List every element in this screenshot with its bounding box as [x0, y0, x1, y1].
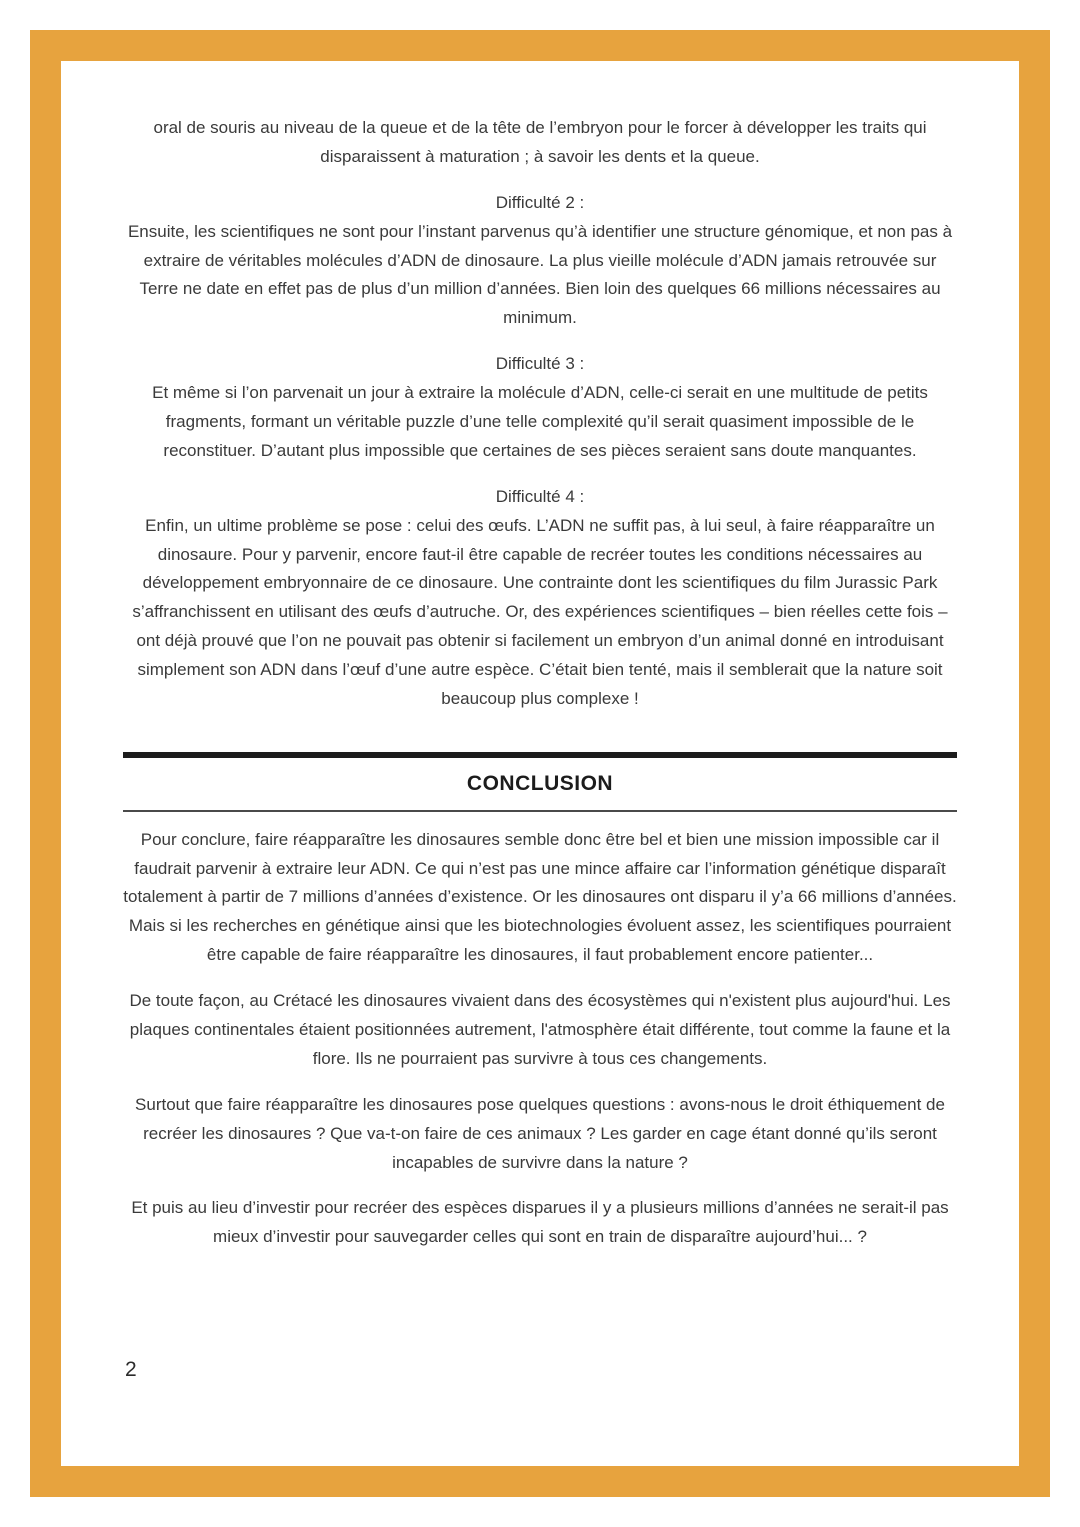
page-number: 2: [125, 1358, 137, 1382]
difficulty-4-body: Enfin, un ultime problème se pose : celui des œufs. L’ADN ne suffit pas, à lui seul, à faire réapparaître un dinosaure. Pour y parvenir, encore faut-il être capable de recréer toutes les conditions nécessaires au développement embryonnaire de ce dinosaure. Une contrainte dont les scientifiques du film Jurassic Park s’affranchissent en utilisant des œufs d’autruche. Or, des expériences scientifiques – bien réelles cette fois – ont déjà prouvé que l’on ne pouvait pas obtenir si facilement un embryon d’un animal donné en introduisant simplement son ADN dans l’œuf d’une autre espèce. C’était bien tenté, mais il semblerait que la nature soit beaucoup plus complexe !: [132, 515, 948, 709]
difficulty-2-heading: Difficulté 2 :: [495, 192, 585, 212]
conclusion-rule-top: [123, 752, 957, 758]
conclusion-paragraph-3: Surtout que faire réapparaître les dinosaures pose quelques questions : avons-nous le droit éthiquement de recréer les dinosaures ? Que va-t-on faire de ces animaux ? Les garder en cage étant donné qu’ils seront incapables de survivre dans la nature ?: [135, 1094, 945, 1172]
difficulty-4-heading: Difficulté 4 :: [495, 486, 585, 506]
conclusion-rule-bottom: [123, 810, 957, 812]
difficulty-2-body: Ensuite, les scientifiques ne sont pour l’instant parvenus qu’à identifier une structure génomique, et non pas à extraire de véritables molécules d’ADN de dinosaure. La plus vieille molécule d’ADN jamais retrouvée sur Terre ne date en effet pas de plus d’un million d’années. Bien loin des quelques 66 millions nécessaires au minimum.: [127, 221, 953, 328]
difficulty-3-body: Et même si l’on parvenait un jour à extraire la molécule d’ADN, celle-ci serait en une multitude de petits fragments, formant un véritable puzzle d’une telle complexité qu’il serait quasiment impossible de le reconstituer. D’autant plus impossible que certaines de ses pièces seraient sans doute manquantes.: [152, 383, 928, 460]
conclusion-title: CONCLUSION: [466, 771, 614, 795]
conclusion-header: [123, 752, 957, 812]
gold-border-frame: [30, 30, 1050, 1497]
conclusion-paragraph-1: Pour conclure, faire réapparaître les dinosaures semble donc être bel et bien une mission impossible car il faudrait parvenir à extraire leur ADN. Ce qui n’est pas une mince affaire car l’information génétique disparaît totalement à partir de 7 millions d’années d’existence. Or les dinosaures ont disparu il y’a 66 millions d’années. Mais si les recherches en génétique ainsi que les biotechnologies évoluent assez, les scientifiques pourraient être capable de faire réapparaître les dinosaures, il faut probablement encore patienter...: [123, 829, 957, 965]
conclusion-paragraph-2: De toute façon, au Crétacé les dinosaures vivaient dans des écosystèmes qui n'existent plus aujourd'hui. Les plaques continentales étaient positionnées autrement, l'atmosphère était différente, tout comme la faune et la flore. Ils ne pourraient pas survivre à tous ces changements.: [129, 991, 951, 1068]
leading-paragraph: oral de souris au niveau de la queue et de la tête de l’embryon pour le forcer à développer les traits qui disparaissent à maturation ; à savoir les dents et la queue.: [153, 118, 927, 166]
page-content: [61, 61, 1019, 1466]
conclusion-paragraph-4: Et puis au lieu d’investir pour recréer des espèces disparues il y a plusieurs millions d’années ne serait-il pas mieux d’investir pour sauvegarder celles qui sont en train de disparaître aujourd’hui... ?: [131, 1198, 949, 1247]
difficulty-3-heading: Difficulté 3 :: [495, 354, 585, 374]
